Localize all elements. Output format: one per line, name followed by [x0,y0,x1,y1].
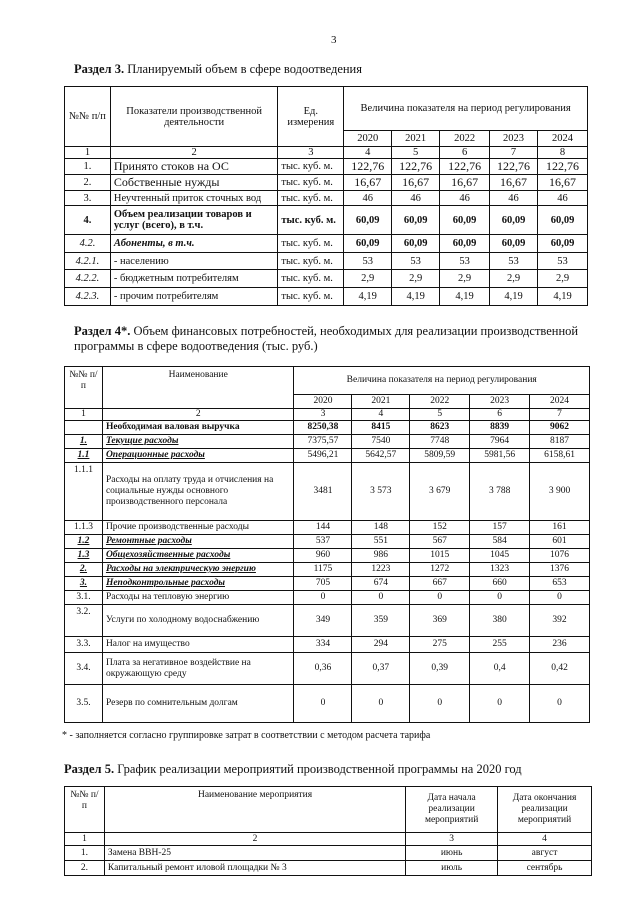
row-name: Прочие производственные расходы [102,521,294,535]
row-value: 157 [470,521,530,535]
row-start: июнь [406,846,498,861]
header-name: Наименование мероприятия [104,787,405,833]
table-row [65,175,588,191]
row-value: 2,9 [344,270,392,288]
row-value: 53 [392,253,440,270]
row-value: 960 [294,549,352,563]
section5-title-number: Раздел 5. [64,762,115,776]
row-value: 255 [470,637,530,653]
table-row [65,861,592,876]
row-unit: тыс. куб. м. [278,159,344,175]
row-value: 8839 [470,421,530,435]
row-value: 1223 [352,563,410,577]
year-cell: 2021 [392,131,440,147]
header-num: №№ п/п [65,367,103,409]
header-num: №№ п/п [65,787,105,833]
year-cell: 2021 [352,395,410,409]
row-value: 0 [352,685,410,723]
header-end: Дата окончания реализации мероприятий [498,787,592,833]
row-value: 8187 [530,435,590,449]
row-value: 122,76 [392,159,440,175]
col-number: 1 [65,147,111,159]
row-num: 1. [65,435,103,449]
section4-table [64,366,590,723]
row-value: 3 573 [352,463,410,521]
row-value: 0 [410,685,470,723]
row-value: 1272 [410,563,470,577]
section4-title-line1: Объем финансовых потребностей, необходимых для реализации производственной [133,324,579,338]
row-value: 7964 [470,435,530,449]
row-num: 4. [65,206,111,235]
col-number: 1 [65,833,105,846]
row-value: 1015 [410,549,470,563]
table-row [65,235,588,253]
table-row [65,637,590,653]
header-num: №№ п/п [65,87,111,147]
row-value: 152 [410,521,470,535]
row-value: 2,9 [538,270,588,288]
row-value: 1076 [530,549,590,563]
row-num: 1.1.3 [65,521,103,535]
col-number: 5 [392,147,440,159]
row-name: Необходимая валовая выручка [102,421,294,435]
row-name: - населению [110,253,277,270]
row-name: Расходы на оплату труда и отчисления на социальные нужды основного производственного персонала [102,463,294,521]
row-value: 0,42 [530,653,590,685]
table-row [65,449,590,463]
header-unit: Ед. измерения [278,87,344,147]
table-row [65,846,592,861]
row-value: 1045 [470,549,530,563]
row-value: 0,4 [470,653,530,685]
row-value: 0 [294,685,352,723]
row-value: 392 [530,605,590,637]
row-num: 3.3. [65,637,103,653]
table-row [65,549,590,563]
row-num: 1.2 [65,535,103,549]
row-unit: тыс. куб. м. [278,288,344,306]
row-name: - бюджетным потребителям [110,270,277,288]
row-value: 0,39 [410,653,470,685]
col-number: 4 [352,409,410,421]
table-row [65,191,588,206]
row-value: 60,09 [392,235,440,253]
col-number: 3 [406,833,498,846]
page-number: 3 [331,34,337,46]
row-value: 705 [294,577,352,591]
row-num: 3.2. [65,605,103,637]
row-num: 4.2.2. [65,270,111,288]
row-num: 4.2.3. [65,288,111,306]
table-row [65,535,590,549]
year-cell: 2022 [410,395,470,409]
row-num: 3. [65,191,111,206]
row-value: 1323 [470,563,530,577]
row-value: 122,76 [440,159,490,175]
row-name: Услуги по холодному водоснабжению [102,605,294,637]
row-name: Операционные расходы [102,449,294,463]
col-number: 4 [498,833,592,846]
row-value: 0 [470,685,530,723]
row-value: 0 [352,591,410,605]
year-cell: 2024 [538,131,588,147]
col-number: 7 [530,409,590,421]
row-value: 4,19 [538,288,588,306]
row-value: 8250,38 [294,421,352,435]
table-row [65,685,590,723]
row-value: 0,37 [352,653,410,685]
table-row [65,270,588,288]
row-num: 1. [65,159,111,175]
row-name: Собственные нужды [110,175,277,191]
row-value: 7375,57 [294,435,352,449]
year-cell: 2020 [294,395,352,409]
row-value: 60,09 [490,235,538,253]
row-value: 7748 [410,435,470,449]
row-value: 601 [530,535,590,549]
table-row [65,591,590,605]
row-value: 4,19 [440,288,490,306]
header-period: Величина показателя на период регулирования [344,87,588,131]
row-value: 60,09 [392,206,440,235]
row-value: 46 [538,191,588,206]
row-value: 0 [294,591,352,605]
row-value: 3 788 [470,463,530,521]
row-value: 0 [530,685,590,723]
year-cell: 2020 [344,131,392,147]
header-period: Величина показателя на период регулирования [294,367,590,395]
row-name: Неподконтрольные расходы [102,577,294,591]
footnote: * - заполняется согласно группировке затрат в соответствии с методом расчета тарифа [62,730,431,741]
row-value: 2,9 [392,270,440,288]
row-value: 46 [392,191,440,206]
row-name: Налог на имущество [102,637,294,653]
row-value: 537 [294,535,352,549]
section5-title-text: График реализации мероприятий производственной программы на 2020 год [117,762,522,776]
row-value: 46 [344,191,392,206]
table-row [65,288,588,306]
row-unit: тыс. куб. м. [278,270,344,288]
table-row [65,421,590,435]
year-cell: 2022 [440,131,490,147]
row-value: 349 [294,605,352,637]
row-end: сентябрь [498,861,592,876]
row-unit: тыс. куб. м. [278,235,344,253]
row-unit: тыс. куб. м. [278,206,344,235]
table-row [65,521,590,535]
row-value: 122,76 [538,159,588,175]
row-name: Плата за негативное воздействие на окружающую среду [102,653,294,685]
col-number: 7 [490,147,538,159]
row-value: 674 [352,577,410,591]
row-value: 5642,57 [352,449,410,463]
table-row [65,563,590,577]
row-name: Капитальный ремонт иловой площадки № 3 [104,861,405,876]
row-value: 6158,61 [530,449,590,463]
section5-title [64,762,522,777]
row-name: Замена ВВН-25 [104,846,405,861]
table-row [65,605,590,637]
table-row [65,206,588,235]
row-value: 2,9 [490,270,538,288]
table-row [65,253,588,270]
row-num: 2. [65,563,103,577]
row-value: 1175 [294,563,352,577]
row-value: 667 [410,577,470,591]
row-value: 16,67 [490,175,538,191]
col-number: 8 [538,147,588,159]
table-row [65,463,590,521]
row-value: 0 [530,591,590,605]
row-value: 653 [530,577,590,591]
row-value: 4,19 [490,288,538,306]
row-value: 334 [294,637,352,653]
row-value: 986 [352,549,410,563]
row-value: 46 [440,191,490,206]
col-number: 2 [104,833,405,846]
row-value: 8415 [352,421,410,435]
col-number: 4 [344,147,392,159]
row-value: 5981,56 [470,449,530,463]
row-value: 3481 [294,463,352,521]
row-value: 4,19 [344,288,392,306]
row-name: Расходы на электрическую энергию [102,563,294,577]
section3-table [64,86,588,306]
row-value: 3 900 [530,463,590,521]
row-value: 359 [352,605,410,637]
header-start: Дата начала реализации мероприятий [406,787,498,833]
col-number: 5 [410,409,470,421]
row-unit: тыс. куб. м. [278,175,344,191]
row-value: 8623 [410,421,470,435]
row-value: 7540 [352,435,410,449]
row-num: 3.4. [65,653,103,685]
row-num: 3.5. [65,685,103,723]
section3-title [74,62,362,77]
row-value: 46 [490,191,538,206]
row-num: 1. [65,846,105,861]
section3-title-number: Раздел 3. [74,62,125,76]
row-value: 2,9 [440,270,490,288]
row-name: Ремонтные расходы [102,535,294,549]
row-value: 16,67 [344,175,392,191]
table-row [65,159,588,175]
row-value: 0,36 [294,653,352,685]
row-name: Абоненты, в т.ч. [110,235,277,253]
col-number: 1 [65,409,103,421]
row-value: 144 [294,521,352,535]
row-num: 4.2. [65,235,111,253]
table-row [65,435,590,449]
row-value: 53 [538,253,588,270]
row-value: 16,67 [538,175,588,191]
row-value: 5809,59 [410,449,470,463]
table-row [65,577,590,591]
header-name: Наименование [102,367,294,409]
row-value: 4,19 [392,288,440,306]
row-value: 0 [410,591,470,605]
col-number: 2 [102,409,294,421]
row-value: 53 [440,253,490,270]
row-num: 3.1. [65,591,103,605]
row-num: 3. [65,577,103,591]
row-value: 9062 [530,421,590,435]
row-value: 0 [470,591,530,605]
row-name: Принято стоков на ОС [110,159,277,175]
row-value: 380 [470,605,530,637]
row-name: Текущие расходы [102,435,294,449]
row-name: Расходы на тепловую энергию [102,591,294,605]
row-value: 1376 [530,563,590,577]
row-value: 161 [530,521,590,535]
col-number: 3 [278,147,344,159]
row-value: 60,09 [344,206,392,235]
row-value: 53 [490,253,538,270]
col-number: 2 [110,147,277,159]
row-name: - прочим потребителям [110,288,277,306]
row-num: 1.3 [65,549,103,563]
row-num: 1.1.1 [65,463,103,521]
col-number: 6 [470,409,530,421]
row-end: август [498,846,592,861]
year-cell: 2024 [530,395,590,409]
year-cell: 2023 [470,395,530,409]
row-value: 660 [470,577,530,591]
row-value: 16,67 [392,175,440,191]
row-value: 148 [352,521,410,535]
row-value: 567 [410,535,470,549]
row-num: 2. [65,861,105,876]
row-unit: тыс. куб. м. [278,191,344,206]
row-value: 60,09 [344,235,392,253]
row-value: 122,76 [344,159,392,175]
section5-table [64,786,592,876]
row-value: 294 [352,637,410,653]
row-value: 60,09 [538,235,588,253]
section4-title-number: Раздел 4*. [74,324,131,338]
row-value: 3 679 [410,463,470,521]
row-name: Общехозяйственные расходы [102,549,294,563]
row-value: 275 [410,637,470,653]
row-num: 1.1 [65,449,103,463]
row-value: 16,67 [440,175,490,191]
row-name: Неучтенный приток сточных вод [110,191,277,206]
section4-title [74,324,594,354]
row-num [65,421,103,435]
row-value: 5496,21 [294,449,352,463]
row-start: июль [406,861,498,876]
row-value: 60,09 [440,206,490,235]
row-value: 236 [530,637,590,653]
row-value: 60,09 [538,206,588,235]
row-value: 584 [470,535,530,549]
row-unit: тыс. куб. м. [278,253,344,270]
row-num: 4.2.1. [65,253,111,270]
table-row [65,653,590,685]
row-num: 2. [65,175,111,191]
row-value: 551 [352,535,410,549]
row-value: 53 [344,253,392,270]
col-number: 3 [294,409,352,421]
row-value: 369 [410,605,470,637]
row-value: 60,09 [490,206,538,235]
row-value: 122,76 [490,159,538,175]
section3-title-text: Планируемый объем в сфере водоотведения [127,62,362,76]
row-name: Резерв по сомнительным долгам [102,685,294,723]
header-indicator: Показатели производственной деятельности [110,87,277,147]
col-number: 6 [440,147,490,159]
year-cell: 2023 [490,131,538,147]
row-value: 60,09 [440,235,490,253]
section4-title-line2: программы в сфере водоотведения (тыс. руб.) [74,339,318,353]
row-name: Объем реализации товаров и услуг (всего), в т.ч. [110,206,277,235]
